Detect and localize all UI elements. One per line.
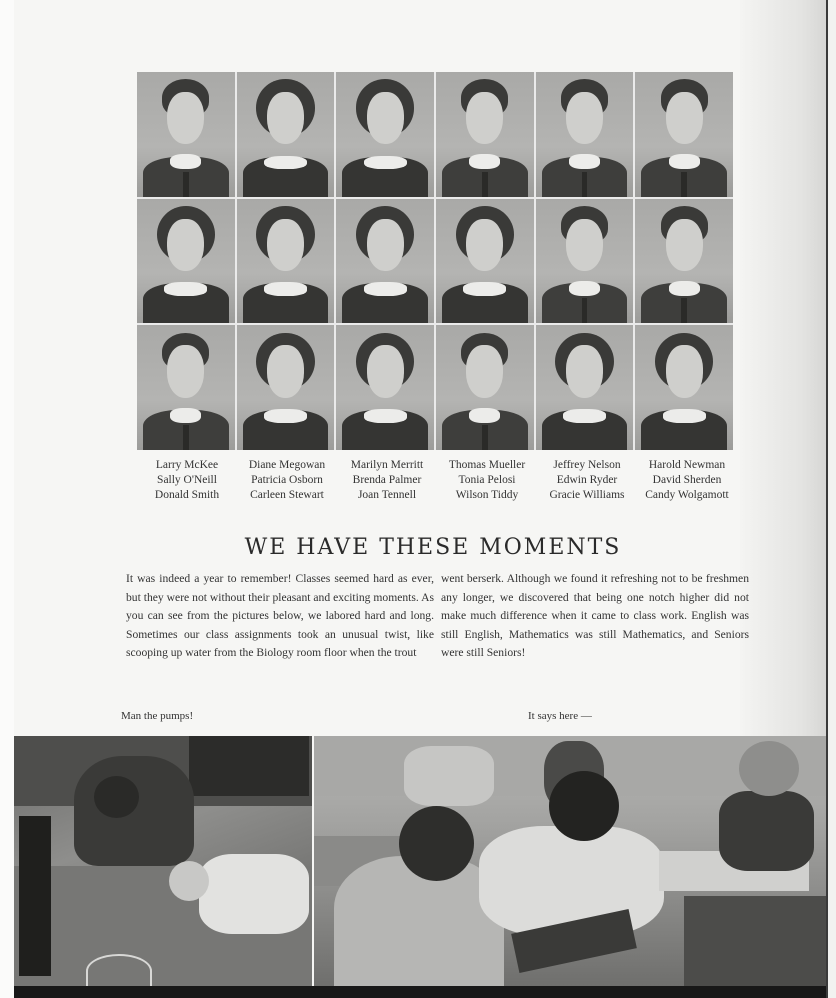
student-portrait xyxy=(137,72,235,197)
portrait-face xyxy=(367,345,404,397)
page-margin xyxy=(0,0,14,998)
portrait-tie xyxy=(183,172,189,197)
photo-student-head xyxy=(94,776,139,818)
photo-girl-vest xyxy=(719,791,814,871)
student-portrait xyxy=(635,72,733,197)
portrait-collar xyxy=(569,154,600,169)
portrait-face xyxy=(466,219,503,271)
portrait-collar xyxy=(669,281,700,296)
portrait-collar xyxy=(569,281,600,296)
portrait-tie xyxy=(482,425,488,450)
photo-classroom-reading xyxy=(314,736,826,986)
portrait-collar xyxy=(663,409,706,423)
photo-bucket xyxy=(86,954,152,986)
photo-student-back xyxy=(404,746,494,806)
article-column-right: went berserk. Although we found it refreshing not to be freshmen any longer, we discovered that being one notch higher did not make much difference when it came to class work. English was still English, Mathematics was still Mathematics, and Seniors were still Seniors! xyxy=(441,572,749,660)
student-portrait xyxy=(536,199,634,324)
photo-table-leg xyxy=(19,816,51,976)
portrait-collar xyxy=(264,282,307,296)
student-name: Harold Newman xyxy=(648,459,726,471)
portrait-face xyxy=(167,92,204,144)
portrait-face xyxy=(367,92,404,144)
photo-student-bending xyxy=(74,756,194,866)
photo-caption-left: Man the pumps! xyxy=(121,710,194,722)
student-name: Brenda Palmer xyxy=(352,474,422,486)
portrait-collar xyxy=(463,282,506,296)
article-title: WE HAVE THESE MOMENTS xyxy=(244,535,622,560)
name-column xyxy=(437,458,537,503)
student-name: Diane Megowan xyxy=(248,459,326,471)
portrait-face xyxy=(666,345,703,397)
portrait-collar xyxy=(364,282,407,296)
student-portrait xyxy=(635,199,733,324)
page-bottom-band xyxy=(14,986,826,998)
portrait-collar xyxy=(170,154,201,169)
portrait-face xyxy=(267,92,304,144)
portrait-tie xyxy=(582,298,588,323)
portrait-face xyxy=(466,92,503,144)
student-portrait xyxy=(436,199,534,324)
portrait-face xyxy=(566,219,603,271)
student-name: Larry McKee xyxy=(155,459,219,471)
student-portrait xyxy=(436,325,534,450)
portrait-collar xyxy=(170,408,201,423)
portrait-collar xyxy=(264,409,307,423)
student-portrait xyxy=(536,72,634,197)
portrait-face xyxy=(666,92,703,144)
photo-boy-head xyxy=(399,806,474,881)
portrait-face xyxy=(167,345,204,397)
student-name: Sally O'Neill xyxy=(157,474,217,486)
portrait-tie xyxy=(681,298,687,323)
student-name: Wilson Tiddy xyxy=(455,489,519,501)
student-name: Carleen Stewart xyxy=(250,489,324,501)
portrait-collar xyxy=(669,154,700,169)
student-name: Patricia Osborn xyxy=(251,474,323,486)
student-portrait xyxy=(536,325,634,450)
name-column xyxy=(537,458,637,503)
portrait-collar xyxy=(264,156,307,170)
student-name: Donald Smith xyxy=(154,489,220,501)
photo-student-white-shirt xyxy=(199,854,309,934)
name-column xyxy=(237,458,337,503)
student-portrait xyxy=(336,72,434,197)
name-column xyxy=(637,458,737,503)
photo-student-blond-head xyxy=(169,861,209,901)
student-name: Gracie Williams xyxy=(549,489,625,501)
student-name: Jeffrey Nelson xyxy=(553,459,621,471)
name-column xyxy=(337,458,437,503)
page-beyond xyxy=(828,0,836,998)
portrait-tie xyxy=(183,425,189,450)
portrait-tie xyxy=(482,172,488,197)
portrait-collar xyxy=(469,408,500,423)
photo-biology-floor xyxy=(14,736,312,986)
photo-skirt xyxy=(684,896,826,986)
student-portrait xyxy=(137,199,235,324)
portrait-collar xyxy=(364,409,407,423)
portrait-grid xyxy=(137,72,733,450)
portrait-collar xyxy=(164,282,207,296)
name-column xyxy=(137,458,237,503)
student-name: David Sherden xyxy=(652,474,722,486)
student-name: Thomas Mueller xyxy=(448,459,526,471)
portrait-collar xyxy=(469,154,500,169)
portrait-face xyxy=(566,345,603,397)
photo-girl-checked-blouse xyxy=(479,826,664,936)
photo-girl-right-head xyxy=(739,741,799,796)
portrait-face xyxy=(566,92,603,144)
student-portrait xyxy=(336,325,434,450)
portrait-tie xyxy=(681,172,687,197)
portrait-collar xyxy=(364,156,407,170)
portrait-collar xyxy=(563,409,606,423)
photo-caption-right: It says here — xyxy=(528,710,592,722)
portrait-face xyxy=(267,345,304,397)
portrait-face xyxy=(167,219,204,271)
student-name: Marilyn Merritt xyxy=(350,459,424,471)
portrait-tie xyxy=(582,172,588,197)
portrait-face xyxy=(267,219,304,271)
photo-girl-head xyxy=(549,771,619,841)
photo-chair-back xyxy=(189,736,309,796)
student-name: Tonia Pelosi xyxy=(458,474,516,486)
student-portrait xyxy=(237,199,335,324)
student-name: Edwin Ryder xyxy=(556,474,618,486)
student-portrait xyxy=(237,325,335,450)
student-name: Candy Wolgamott xyxy=(645,489,729,501)
student-portrait xyxy=(635,325,733,450)
portrait-names xyxy=(137,458,737,503)
student-name: Joan Tennell xyxy=(357,489,417,501)
student-portrait xyxy=(137,325,235,450)
portrait-face xyxy=(367,219,404,271)
portrait-face xyxy=(466,345,503,397)
portrait-face xyxy=(666,219,703,271)
student-portrait xyxy=(336,199,434,324)
student-portrait xyxy=(436,72,534,197)
student-portrait xyxy=(237,72,335,197)
article-column-left: It was indeed a year to remember! Classes seemed hard as ever, but they were not without their pleasant and exciting moments. As you can see from the pictures below, we labored hard and long. Sometimes our class assignments took an unusual twist, like scooping up water from the Biology room floor when the trout xyxy=(126,572,434,660)
